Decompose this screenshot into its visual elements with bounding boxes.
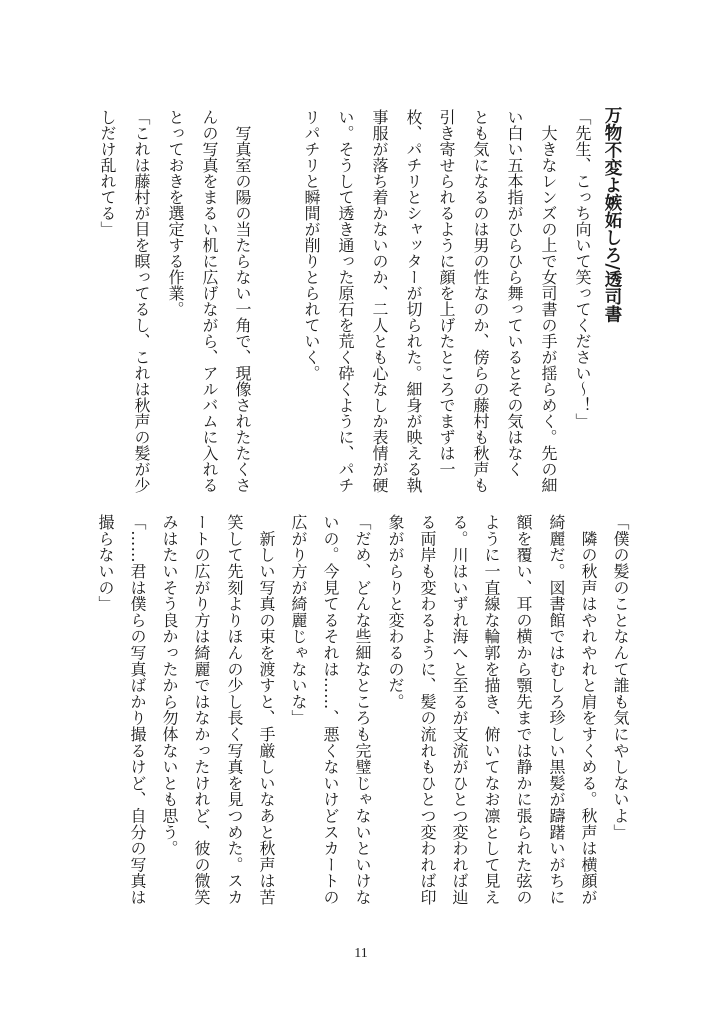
- text-line: 笑して先刻よりほんの少し長く写真を見つめた。スカ: [225, 514, 244, 906]
- text-line: しだけ乱れてる」: [98, 109, 117, 237]
- text-line: 「これは藤村が目を瞑ってるし、これは秋声の髪が少: [132, 109, 151, 493]
- text-line: 「先生、こっち向いて笑ってください～！」: [573, 109, 592, 429]
- text-line: る。川はいずれ海へと至るが支流がひとつ変われば辿: [450, 514, 469, 906]
- text-line: 事服が落ち着かないのか、二人とも心なしか表情が硬: [370, 109, 389, 493]
- text-line: 綺麗だ。図書館ではむしろ珍しい黒髪が躊躇いがちに: [547, 514, 566, 906]
- text-line: 新しい写真の束を渡すと、手厳しいなあと秋声は苦: [257, 514, 276, 906]
- text-line: んの写真をまるい机に広げながら、アルバムに入れる: [200, 109, 219, 493]
- text-line: ように一直線な輪郭を描き、俯いてなお凛として見え: [482, 514, 501, 906]
- text-line: 「……君は僕らの写真ばかり撮るけど、自分の写真は: [128, 514, 147, 906]
- text-line: い。そうして透き通った原石を荒く砕くように、パチ: [336, 109, 355, 493]
- text-line: 撮らないの」: [96, 514, 115, 612]
- text-line: 象ががらりと変わるのだ。: [386, 514, 405, 710]
- text-line: 広がり方が綺麗じゃないな」: [289, 514, 308, 726]
- text-line: ートの広がり方は綺麗ではなかったけれど、彼の微笑: [192, 514, 211, 906]
- text-line: る両岸も変わるように、髪の流れもひとつ変われば印: [418, 514, 437, 906]
- page-number: 11: [354, 946, 368, 961]
- text-line: いの。今見てるそれは……、悪くないけどスカートの: [321, 514, 340, 906]
- text-line: みはたいそう良かったから勿体ないとも思う。: [160, 514, 179, 857]
- text-line: 額を覆い、耳の横から顎先までは静かに張られた弦の: [514, 514, 533, 906]
- text-line: リパチリと瞬間が削りとられていく。: [302, 109, 321, 381]
- text-line: 隣の秋声はやれやれと肩をすくめる。秋声は横顔が: [579, 514, 598, 906]
- text-line: 大きなレンズの上で女司書の手が揺らめく。先の細: [539, 109, 558, 493]
- text-line: 枚、パチリとシャッターが切られた。細身が映える執: [404, 109, 423, 493]
- text-line: とも気になるのは男の性なのか、傍らの藤村も秋声も: [471, 109, 490, 493]
- text-line: 「僕の髪のことなんて誰も気にやしないよ」: [611, 514, 630, 840]
- story-title: 万物不変よ嫉妬しろ/透司書: [602, 106, 622, 323]
- text-line: 写真室の陽の当たらない一角で、現像されたたくさ: [233, 109, 252, 493]
- text-line: い白い五本指がひらひら舞っているとその気はなく: [505, 109, 524, 477]
- text-line: 引き寄せられるように顔を上げたところでまずは一: [437, 109, 456, 477]
- text-line: 「だめ、どんな些細なところも完璧じゃないといけな: [353, 514, 372, 906]
- text-line: とっておきを選定する作業。: [166, 109, 185, 317]
